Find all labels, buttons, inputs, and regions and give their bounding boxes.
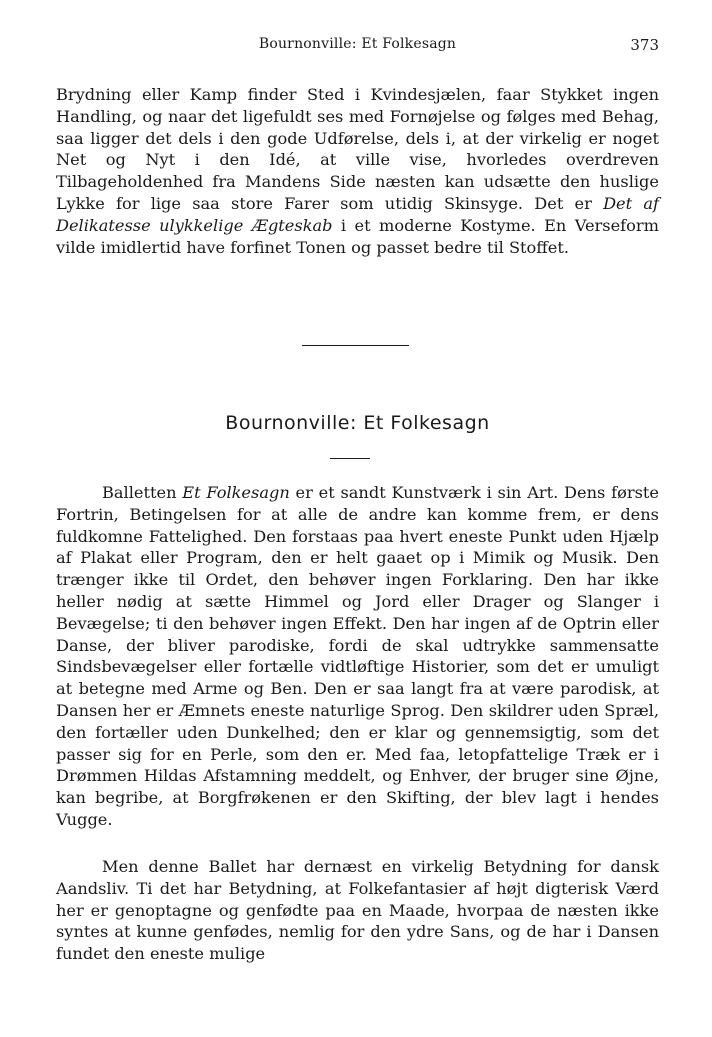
italic-title: Det af Delikatesse ulykkelige Ægteskab — [56, 193, 659, 235]
italic-title: Et Folkesagn — [182, 483, 290, 502]
running-title: Bournonville: Et Folkesagn — [258, 36, 457, 52]
section-divider — [302, 345, 409, 346]
paragraph — [56, 482, 659, 831]
title-underline-rule — [330, 458, 370, 459]
section-title: Bournonville: Et Folkesagn — [225, 412, 490, 434]
paragraph-text: i et moderne Kostyme. En Verseform vilde imidlertid have forfinet Tonen og passet bedre til Stoffet. — [56, 215, 659, 257]
paragraph-continuation — [56, 84, 659, 258]
paragraph-text: Brydning eller Kamp finder Sted i Kvindesjælen, faar Stykket ingen Handling, og naar det ligefuldt ses med Fornøjelse og følges med Behag, saa ligger det dels i den gode Udførelse, dels i, at der virkelig er noget Net og Nyt i den Idé, at ville vise, hvorledes overdreven Tilbageholdenhed fra Mandens Side næsten kan udsætte den huslige Lykke for lige saa store Farer som utidig Skinsyge. Det er — [56, 85, 659, 213]
paragraph: Men denne Ballet har dernæst en virkelig Betydning for dansk Aandsliv. Ti det har Betydning, at Folkefantasier af højt digterisk Værd her er genoptagne og genfødte paa en Maade, hvorpaa de næsten ikke syntes at kunne genfødes, nemlig for den ydre Sans, og de har i Dansen fundet den eneste mulige — [56, 857, 659, 964]
running-head — [56, 36, 659, 58]
paragraph-text: er et sandt Kunstværk i sin Art. Dens første Fortrin, Betingelsen for at alle de andre kan komme frem, er dens fuldkomne Fattelighed. Den forstaas paa hvert eneste Punkt uden Hjælp af Plakat eller Program, den er helt gaaet op i Mimik og Musik. Den trænger ikke til Ordet, den behøver ingen Forklaring. Den har ikke heller nødig at sætte Himmel og Jord eller Drager og Slanger i Bevægelse; ti den behøver ingen Effekt. Den har ingen af de Optrin eller Danse, der bliver parodiske, fordi de skal udtrykke sammensatte Sindsbevægelser eller fortælle vidtløftige Historier, som det er umuligt at betegne med Arme og Ben. Den er saa langt fra at være parodisk, at Dansen her er Æmnets eneste naturlige Sprog. Den skildrer uden Spræl, den fortæller uden Dunkelhed; den er klar og gennemsigtig, som det passer sig for en Perle, som den er. Med faa, letopfattelige Træk er i Drømmen Hildas Afstamning meddelt, og Enhver, der bruger sine Øjne, kan begribe, at Borgfrøkenen er den Skifting, der blev lagt i hendes Vugge. — [56, 483, 659, 829]
paragraph-text: Balletten — [102, 483, 183, 502]
page-number: 373 — [630, 36, 659, 54]
